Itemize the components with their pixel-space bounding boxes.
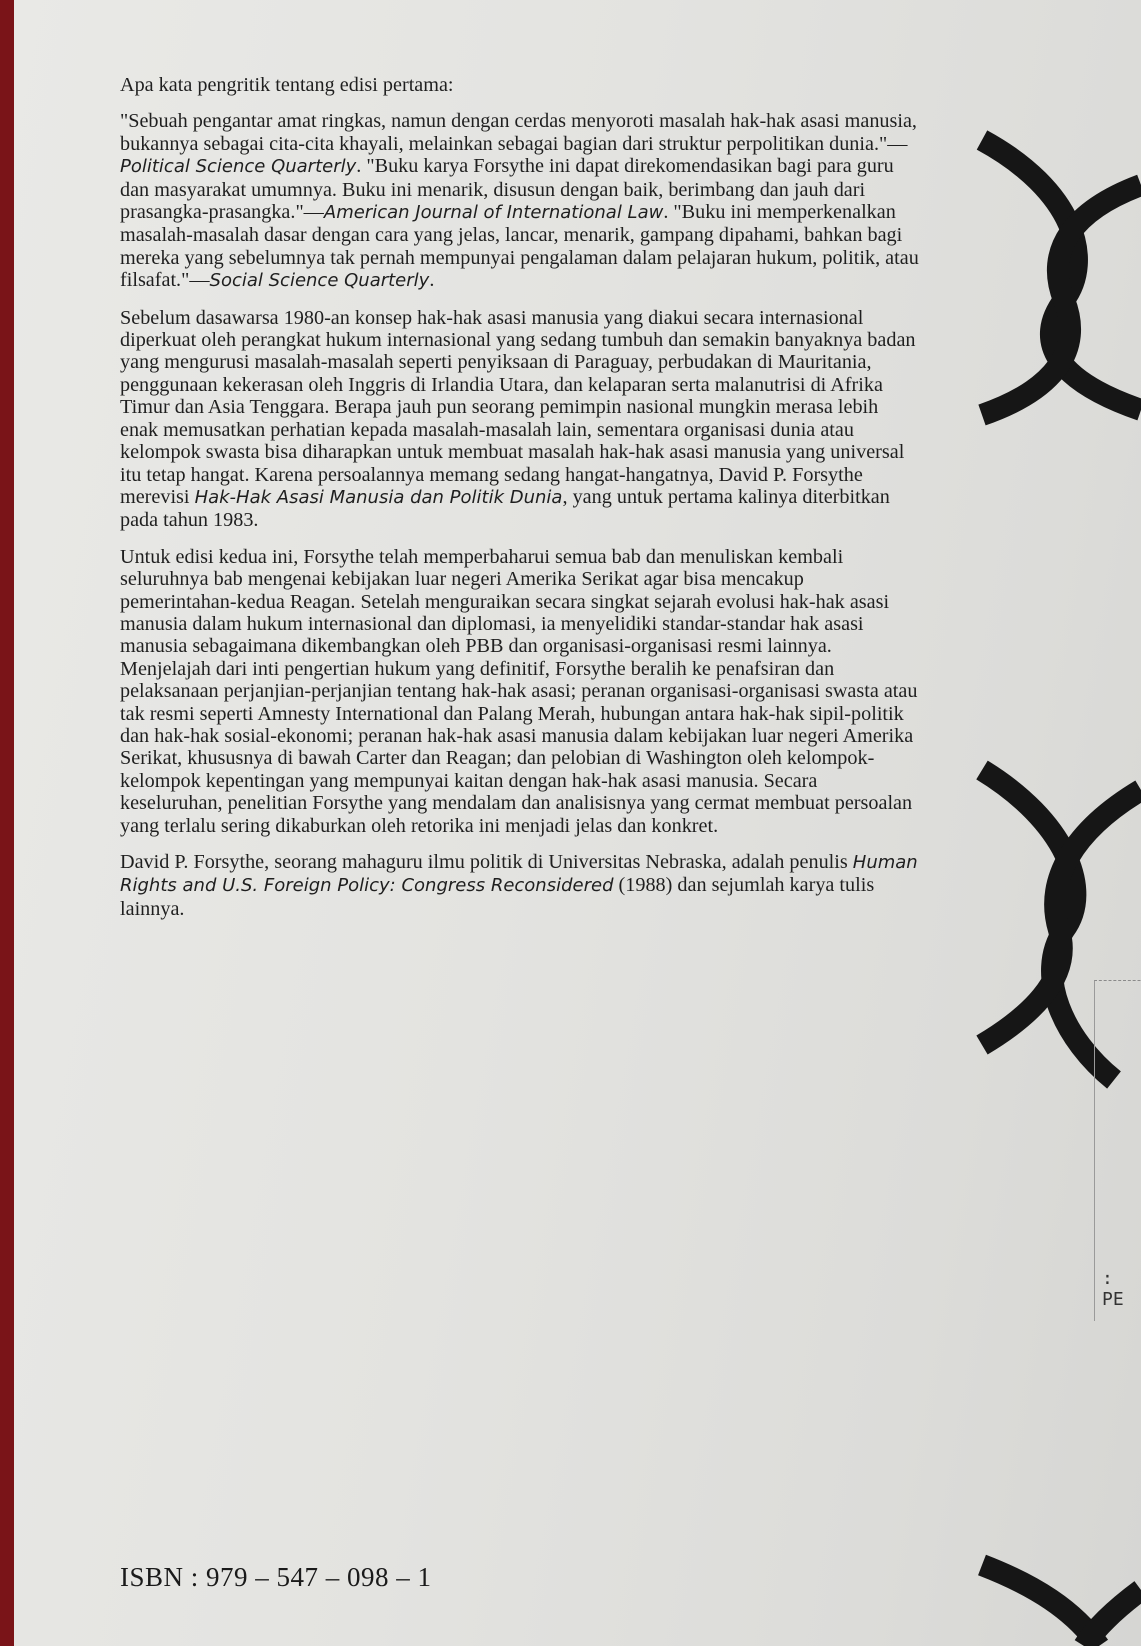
deco-curve-2 xyxy=(982,185,1141,415)
library-sticker-label: : PE xyxy=(1102,1268,1124,1310)
deco-curve-1 xyxy=(982,140,1141,410)
quote-3-end: . xyxy=(429,269,435,292)
author-other-book: Human Rights and U.S. Foreign Policy: Congress Reconsidered xyxy=(120,852,918,897)
quote-2-source: American Journal of International Law xyxy=(323,202,664,224)
quote-3-source: Social Science Quarterly xyxy=(209,270,430,292)
summary-paragraph xyxy=(120,307,920,532)
back-cover-text xyxy=(120,74,920,920)
author-bio-end: (1988) dan sejumlah karya tulis lainnya. xyxy=(120,874,875,920)
critic-quotes xyxy=(120,110,920,292)
second-edition-paragraph: Untuk edisi kedua ini, Forsythe telah memperbaharui semua bab dan menuliskan kembali seluruhnya bab mengenai kebijakan luar negeri Amerika Serikat agar bisa mencakup pemerintahan-kedua Reagan. Setelah menguraikan secara singkat sejarah evolusi hak-hak asasi manusia dalam hukum internasional dan diplomasi, ia menyelidiki standar-standar hak asasi manusia sebagaimana dikembangkan oleh PBB dan organisasi-organisasi resmi lainnya. Menjelajah dari inti pengertian hukum yang definitif, Forsythe beralih ke penafsiran dan pelaksanaan perjanjian-perjanjian tentang hak-hak asasi; peranan organisasi-organisasi swasta atau tak resmi seperti Amnesty International dan Palang Merah, hubungan antara hak-hak sipil-politik dan hak-hak sosial-ekonomi; peranan hak-hak asasi manusia dalam kebijakan luar negeri Amerika Serikat, khususnya di bawah Carter dan Reagan; dan pelobian di Washington oleh kelompok-kelompok kepentingan yang mempunyai kaitan dengan hak-hak asasi manusia. Secara keseluruhan, penelitian Forsythe yang mendalam dan analisisnya yang cermat membuat persoalan yang terlalu sering dikaburkan oleh retorika ini menjadi jelas dan konkret. xyxy=(120,545,918,837)
author-bio-text: David P. Forsythe, seorang mahaguru ilmu politik di Universitas Nebraska, adalah penulis xyxy=(120,851,853,873)
book-title: Hak-Hak Asasi Manusia dan Politik Dunia xyxy=(194,486,563,508)
quote-2: . "Buku karya Forsythe ini dapat direkomendasikan bagi para guru dan masyarakat umumnya. Buku ini menarik, disusun dengan baik, berimbang dan jauh dari prasangka-prasangka."— xyxy=(120,155,894,224)
back-cover xyxy=(14,0,1141,1646)
quote-1-source: Political Science Quarterly xyxy=(120,156,357,178)
critics-heading: Apa kata pengritik tentang edisi pertama: xyxy=(120,74,454,96)
deco-curve-6 xyxy=(1084,1590,1141,1646)
author-bio xyxy=(120,851,920,920)
isbn: ISBN : 979 – 547 – 098 – 1 xyxy=(120,1562,432,1592)
deco-curve-5 xyxy=(982,1565,1099,1646)
quote-1: "Sebuah pengantar amat ringkas, namun dengan cerdas menyoroti masalah hak-hak asasi manusia, bukannya sebagai cita-cita khayali, melainkan sebagai bagian dari struktur perpolitikan dunia."— xyxy=(120,110,917,155)
summary-text: Sebelum dasawarsa 1980-an konsep hak-hak asasi manusia yang diakui secara internasional diperkuat oleh perangkat hukum internasional yang sedang tumbuh dan semakin banyaknya badan yang mengurusi masalah-masalah seperti penyiksaan di Paraguay, perbudakan di Mauritania, penggunaan kekerasan oleh Inggris di Irlandia Utara, dan kelaparan serta malanutrisi di Afrika Timur dan Asia Tenggara. Berapa jauh pun seorang pemimpin nasional mungkin merasa lebih enak memusatkan perhatian kepada masalah-masalah lain, sementara organisasi dunia atau kelompok swasta bisa diharapkan untuk membuat masalah hak-hak asasi manusia yang universal itu tetap hangat. Karena persoalannya memang sedang hangat-hangatnya, David P. Forsythe merevisi xyxy=(120,306,916,508)
summary-text-end: , yang untuk pertama kalinya diterbitkan pada tahun 1983. xyxy=(120,485,890,532)
quote-3: . "Buku ini memperkenalkan masalah-masalah dasar dengan cara yang jelas, lancar, menarik, gampang dipahami, bahkan bagi mereka yang sebelumnya tak pernah mempunyai pengalaman dalam pelajaran hukum, politik, atau filsafat."— xyxy=(120,201,919,292)
